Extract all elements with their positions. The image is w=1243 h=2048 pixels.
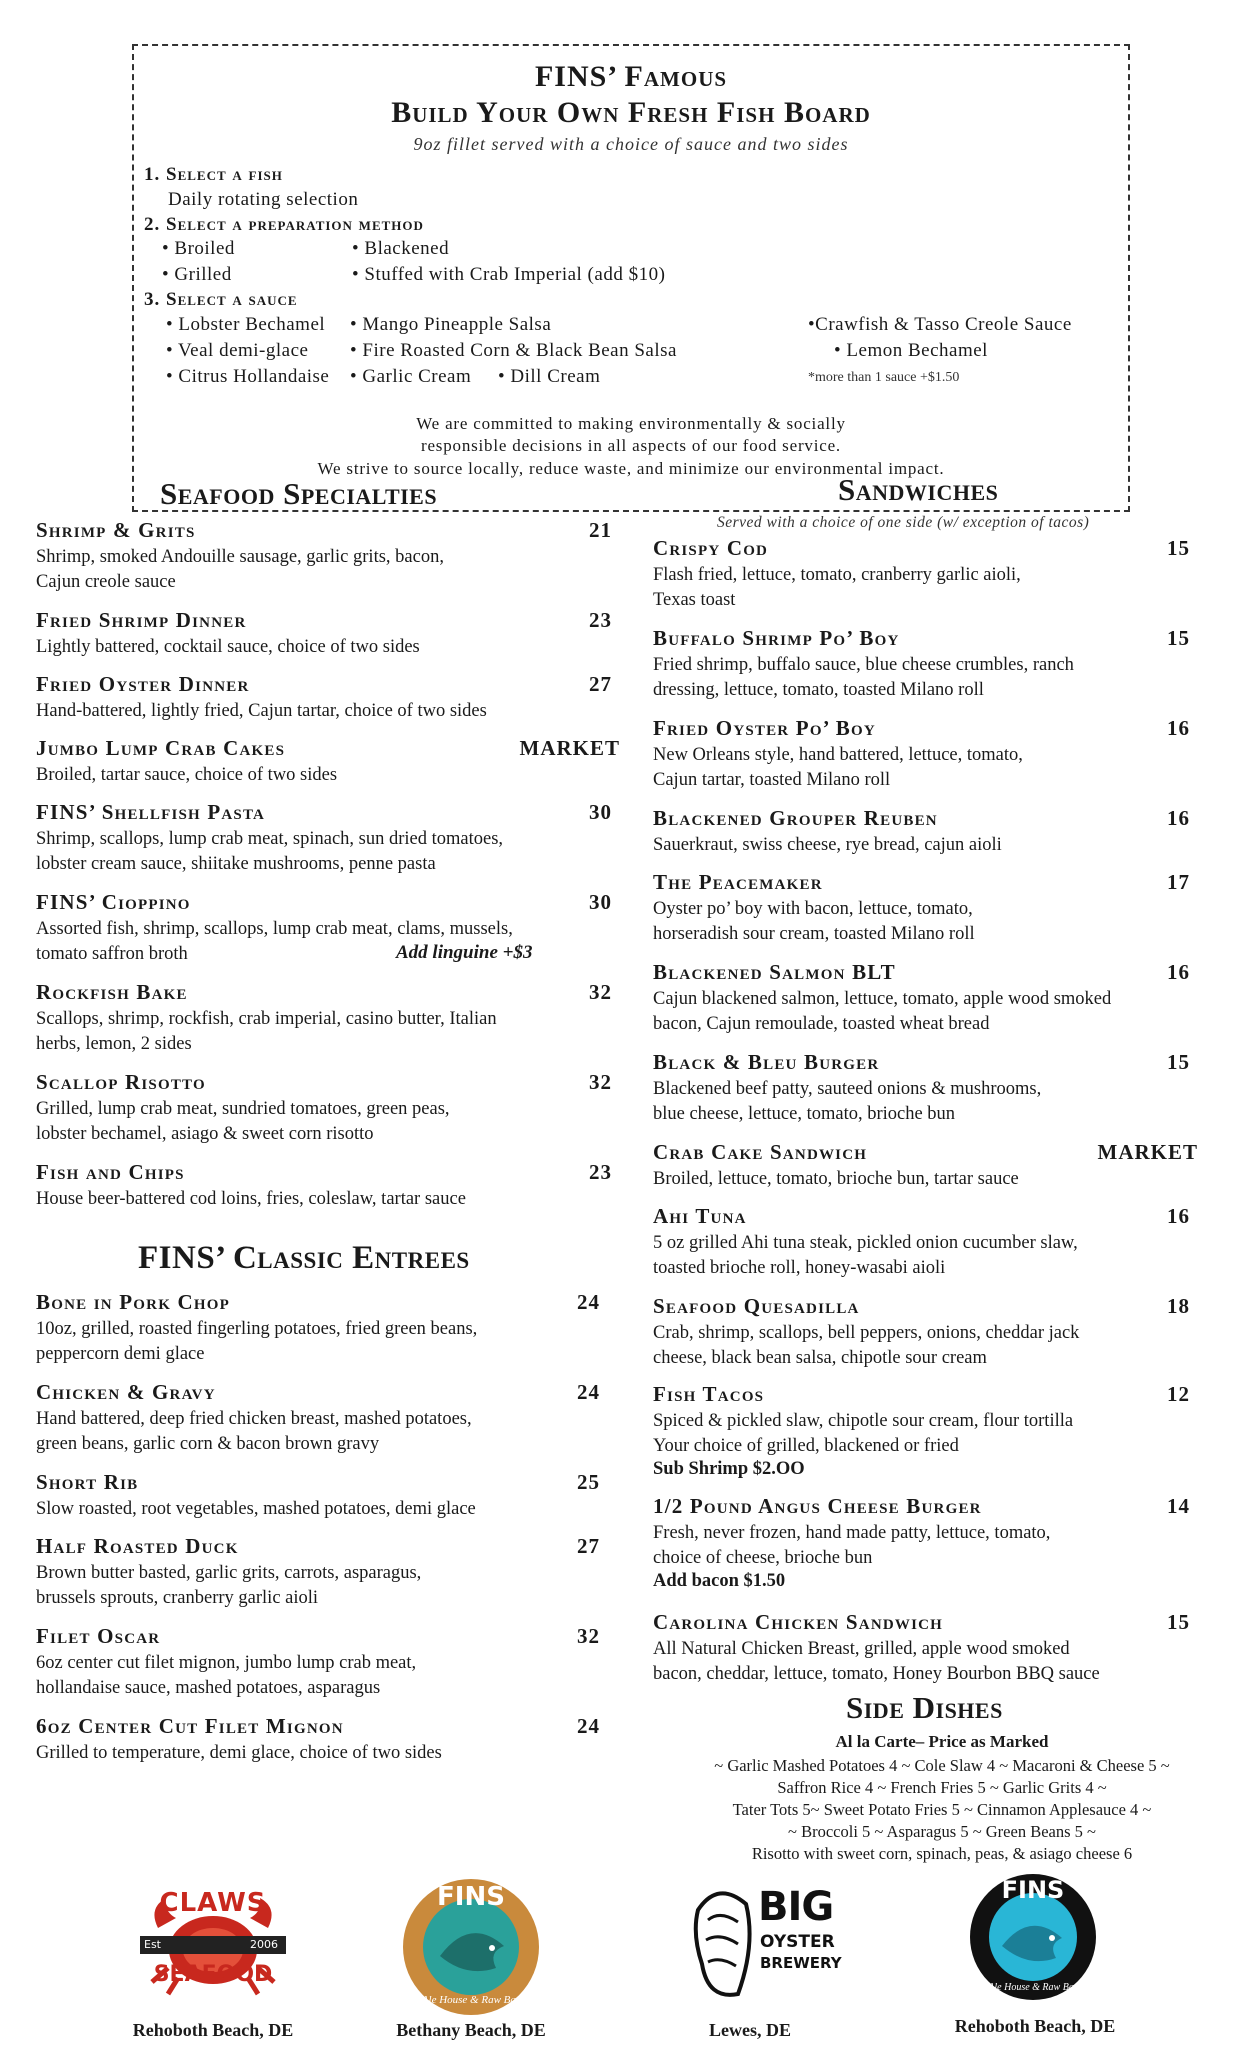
menu-item-description: lobster bechamel, asiago & sweet corn risotto bbox=[36, 1124, 374, 1144]
fins-bethany-ring: Ale House & Raw Bar bbox=[421, 1994, 521, 2006]
commitment-line1: We are committed to making environmentally & socially bbox=[416, 414, 846, 433]
menu-item-name: FINS’ Shellfish Pasta bbox=[36, 800, 266, 824]
menu-item-description: bacon, Cajun remoulade, toasted wheat bread bbox=[653, 1014, 990, 1034]
menu-item bbox=[653, 716, 1190, 790]
board-subtitle: 9oz fillet served with a choice of sauce and two sides bbox=[413, 134, 849, 154]
sides-subtitle: Al la Carte– Price as Marked bbox=[835, 1732, 1049, 1751]
menu-item-price: 24 bbox=[577, 1714, 600, 1738]
menu-item-name: 6oz Center Cut Filet Mignon bbox=[36, 1714, 344, 1738]
sauce-crawfish-creole: •Crawfish & Tasso Creole Sauce bbox=[808, 314, 1072, 335]
big-oyster-brewery: BREWERY bbox=[760, 1954, 842, 1972]
menu-item-name: Filet Oscar bbox=[36, 1624, 161, 1648]
fish-selection-detail: Daily rotating selection bbox=[168, 189, 359, 210]
menu-item-name: Black & Bleu Burger bbox=[653, 1050, 880, 1074]
menu-item-price: MARKET bbox=[1097, 1140, 1198, 1164]
menu-item-price: 24 bbox=[577, 1380, 600, 1404]
menu-item-price: 15 bbox=[1167, 1610, 1190, 1634]
menu-item-description: Scallops, shrimp, rockfish, crab imperial, casino butter, Italian bbox=[36, 1009, 497, 1029]
menu-item-description: brussels sprouts, cranberry garlic aioli bbox=[36, 1588, 319, 1608]
sandwiches-side-note: Served with a choice of one side (w/ exception of tacos) bbox=[717, 514, 1090, 531]
menu-item-description: Your choice of grilled, blackened or fried bbox=[653, 1436, 959, 1456]
big-oyster-oyster: OYSTER bbox=[760, 1932, 835, 1952]
menu-item-name: Rockfish Bake bbox=[36, 980, 188, 1004]
menu-item-description: Hand battered, deep fried chicken breast, mashed potatoes, bbox=[36, 1409, 472, 1429]
menu-item-description: Grilled to temperature, demi glace, choice of two sides bbox=[36, 1743, 442, 1763]
menu-item-price: 32 bbox=[589, 1070, 612, 1094]
menu-item-price: 23 bbox=[589, 608, 612, 632]
claws-logo-title: CLAWS bbox=[159, 1888, 267, 1918]
claws-logo-year: 2006 bbox=[250, 1938, 278, 1951]
menu-item-name: 1/2 Pound Angus Cheese Burger bbox=[653, 1494, 982, 1518]
sauce-garlic-cream: • Garlic Cream bbox=[350, 366, 472, 387]
menu-item bbox=[36, 672, 612, 742]
menu-item-name: Fish and Chips bbox=[36, 1160, 185, 1184]
menu-item-description: Hand-battered, lightly fried, Cajun tartar, choice of two sides bbox=[36, 701, 487, 721]
fins-rehoboth-logo bbox=[968, 1872, 1098, 2002]
menu-item-name: Ahi Tuna bbox=[653, 1204, 747, 1228]
menu-item bbox=[653, 536, 1190, 610]
menu-item-price: 17 bbox=[1167, 870, 1190, 894]
menu-item-description: Shrimp, smoked Andouille sausage, garlic grits, bacon, bbox=[36, 547, 444, 567]
sides-line-4: ~ Broccoli 5 ~ Asparagus 5 ~ Green Beans 5 ~ bbox=[788, 1822, 1096, 1841]
menu-item-price: 16 bbox=[1167, 806, 1190, 830]
menu-item-name: Fried Shrimp Dinner bbox=[36, 608, 247, 632]
sides-line-1: ~ Garlic Mashed Potatoes 4 ~ Cole Slaw 4 ~ Macaroni & Cheese 5 ~ bbox=[714, 1756, 1170, 1775]
menu-item bbox=[36, 1070, 612, 1144]
menu-item-name: Fish Tacos bbox=[653, 1382, 765, 1406]
fins-rehoboth-ring: Ale House & Raw Bar bbox=[988, 1982, 1078, 1993]
menu-item bbox=[653, 1204, 1190, 1278]
menu-item-description: Sauerkraut, swiss cheese, rye bread, cajun aioli bbox=[653, 835, 1002, 855]
menu-item-name: Blackened Grouper Reuben bbox=[653, 806, 938, 830]
menu-item-name: Seafood Quesadilla bbox=[653, 1294, 860, 1318]
menu-item bbox=[36, 736, 620, 806]
seafood-section-title: Seafood Specialties bbox=[160, 476, 438, 511]
menu-item-description: Blackened beef patty, sauteed onions & mushrooms, bbox=[653, 1079, 1042, 1099]
sides-line-5: Risotto with sweet corn, spinach, peas, & asiago cheese 6 bbox=[751, 1844, 1133, 1863]
menu-item-name: Half Roasted Duck bbox=[36, 1534, 239, 1558]
fins-bethany-logo bbox=[400, 1876, 542, 2018]
prep-broiled: • Broiled bbox=[162, 238, 235, 259]
menu-item-description: House beer-battered cod loins, fries, coleslaw, tartar sauce bbox=[36, 1189, 466, 1209]
menu-item-description: dressing, lettuce, tomato, toasted Milano roll bbox=[653, 680, 984, 700]
menu-item-description: Crab, shrimp, scallops, bell peppers, onions, cheddar jack bbox=[653, 1323, 1080, 1343]
menu-item-description: Grilled, lump crab meat, sundried tomatoes, green peas, bbox=[36, 1099, 450, 1119]
sides-line-3: Tater Tots 5~ Sweet Potato Fries 5 ~ Cinnamon Applesauce 4 ~ bbox=[732, 1800, 1152, 1819]
menu-item-name: Bone in Pork Chop bbox=[36, 1290, 230, 1314]
menu-item-name: Fried Oyster Dinner bbox=[36, 672, 250, 696]
menu-item bbox=[653, 626, 1190, 700]
menu-item bbox=[36, 1470, 600, 1540]
menu-item-price: 23 bbox=[589, 1160, 612, 1184]
sandwiches-section-title: Sandwiches bbox=[838, 472, 999, 507]
menu-item-description: herbs, lemon, 2 sides bbox=[36, 1034, 192, 1054]
menu-item-description: Spiced & pickled slaw, chipotle sour cream, flour tortilla bbox=[653, 1411, 1074, 1431]
menu-item-price: 16 bbox=[1167, 716, 1190, 740]
menu-item-name: Crispy Cod bbox=[653, 536, 769, 560]
menu-item-description: 5 oz grilled Ahi tuna steak, pickled onion cucumber slaw, bbox=[653, 1233, 1078, 1253]
location-fins-rehoboth: Rehoboth Beach, DE bbox=[954, 2016, 1116, 2036]
menu-item-name: Buffalo Shrimp Po’ Boy bbox=[653, 626, 900, 650]
fins-rehoboth-title: FINS bbox=[1001, 1876, 1065, 1904]
menu-item-name: Carolina Chicken Sandwich bbox=[653, 1610, 944, 1634]
menu-item-description: tomato saffron broth bbox=[36, 944, 188, 964]
menu-item-price: 27 bbox=[589, 672, 612, 696]
menu-item-description: bacon, cheddar, lettuce, tomato, Honey Bourbon BBQ sauce bbox=[653, 1664, 1100, 1684]
menu-item-name: Fried Oyster Po’ Boy bbox=[653, 716, 876, 740]
menu-item-description: Lightly battered, cocktail sauce, choice of two sides bbox=[36, 637, 420, 657]
menu-item-name: Jumbo Lump Crab Cakes bbox=[36, 736, 286, 760]
menu-item-description: blue cheese, lettuce, tomato, brioche bun bbox=[653, 1104, 956, 1124]
step-select-fish: 1. Select a fish bbox=[144, 164, 283, 185]
menu-item-description: Broiled, lettuce, tomato, brioche bun, tartar sauce bbox=[653, 1169, 1019, 1189]
menu-item-description: horseradish sour cream, toasted Milano roll bbox=[653, 924, 975, 944]
menu-item-name: Blackened Salmon BLT bbox=[653, 960, 896, 984]
step-sauce: 3. Select a sauce bbox=[144, 289, 298, 310]
menu-item bbox=[653, 870, 1190, 944]
menu-item-description: Fried shrimp, buffalo sauce, blue cheese crumbles, ranch bbox=[653, 655, 1074, 675]
menu-item-price: 12 bbox=[1167, 1382, 1190, 1406]
fins-bethany-title: FINS bbox=[437, 1882, 505, 1912]
menu-item bbox=[36, 1290, 600, 1364]
prep-blackened: • Blackened bbox=[352, 238, 450, 259]
board-title-line2: Build Your Own Fresh Fish Board bbox=[391, 96, 871, 129]
menu-item-addon: Add bacon $1.50 bbox=[653, 1571, 786, 1591]
sauce-lemon-bechamel: • Lemon Bechamel bbox=[834, 340, 988, 361]
menu-item bbox=[653, 806, 1190, 876]
menu-item bbox=[653, 1494, 1190, 1591]
menu-item-price: MARKET bbox=[519, 736, 620, 760]
menu-item-addon: Sub Shrimp $2.OO bbox=[653, 1459, 805, 1479]
menu-item-price: 30 bbox=[589, 890, 612, 914]
menu-item-name: Crab Cake Sandwich bbox=[653, 1140, 868, 1164]
sauce-veal-demi: • Veal demi-glace bbox=[166, 340, 309, 361]
sauce-corn-salsa: • Fire Roasted Corn & Black Bean Salsa bbox=[350, 340, 677, 361]
menu-item-price: 15 bbox=[1167, 1050, 1190, 1074]
menu-item-description: Brown butter basted, garlic grits, carrots, asparagus, bbox=[36, 1563, 422, 1583]
menu-item bbox=[653, 1610, 1190, 1684]
menu-item-price: 24 bbox=[577, 1290, 600, 1314]
step-preparation: 2. Select a preparation method bbox=[144, 214, 424, 235]
menu-item bbox=[36, 800, 612, 874]
commitment-line2: responsible decisions in all aspects of our food service. bbox=[421, 436, 841, 455]
menu-item-price: 27 bbox=[577, 1534, 600, 1558]
big-oyster-big: BIG bbox=[758, 1884, 834, 1930]
menu-item-price: 15 bbox=[1167, 536, 1190, 560]
menu-item bbox=[653, 1294, 1190, 1368]
menu-item-price: 32 bbox=[577, 1624, 600, 1648]
menu-item-description: Broiled, tartar sauce, choice of two sides bbox=[36, 765, 338, 785]
menu-item-price: 25 bbox=[577, 1470, 600, 1494]
menu-item bbox=[36, 980, 612, 1054]
menu-item-description: Flash fried, lettuce, tomato, cranberry garlic aioli, bbox=[653, 565, 1021, 585]
menu-item bbox=[653, 1382, 1190, 1479]
menu-item bbox=[36, 608, 612, 678]
menu-item bbox=[653, 1140, 1198, 1210]
menu-item bbox=[36, 1624, 600, 1698]
board-title-line1: FINS’ Famous bbox=[534, 60, 728, 93]
menu-item-description: All Natural Chicken Breast, grilled, apple wood smoked bbox=[653, 1639, 1070, 1659]
menu-item-addon-note: Add linguine +$3 bbox=[396, 942, 533, 963]
menu-item-description: New Orleans style, hand battered, lettuce, tomato, bbox=[653, 745, 1023, 765]
menu-item-description: cheese, black bean salsa, chipotle sour cream bbox=[653, 1348, 987, 1368]
menu-item-description: Oyster po’ boy with bacon, lettuce, tomato, bbox=[653, 899, 973, 919]
sauce-mango-salsa: • Mango Pineapple Salsa bbox=[350, 314, 552, 335]
menu-item-description: lobster cream sauce, shiitake mushrooms, penne pasta bbox=[36, 854, 436, 874]
menu-item-description: toasted brioche roll, honey-wasabi aioli bbox=[653, 1258, 946, 1278]
menu-item-price: 16 bbox=[1167, 1204, 1190, 1228]
menu-item-name: The Peacemaker bbox=[653, 870, 823, 894]
location-big-oyster: Lewes, DE bbox=[709, 2020, 791, 2040]
menu-item bbox=[653, 960, 1190, 1034]
menu-item bbox=[653, 1050, 1190, 1124]
sauce-lobster-bechamel: • Lobster Bechamel bbox=[166, 314, 326, 335]
menu-item-description: Assorted fish, shrimp, scallops, lump crab meat, clams, mussels, bbox=[36, 919, 513, 939]
menu-item bbox=[36, 1714, 600, 1784]
sides-line-2: Saffron Rice 4 ~ French Fries 5 ~ Garlic Grits 4 ~ bbox=[777, 1778, 1107, 1797]
menu-item bbox=[36, 890, 612, 964]
menu-item-description: Slow roasted, root vegetables, mashed potatoes, demi glace bbox=[36, 1499, 476, 1519]
prep-stuffed: • Stuffed with Crab Imperial (add $10) bbox=[352, 264, 666, 285]
menu-item-description: Cajun tartar, toasted Milano roll bbox=[653, 770, 891, 790]
fish-board-box bbox=[132, 44, 1130, 512]
menu-item-description: Shrimp, scallops, lump crab meat, spinach, sun dried tomatoes, bbox=[36, 829, 504, 849]
menu-item-price: 14 bbox=[1167, 1494, 1190, 1518]
menu-item-name: Chicken & Gravy bbox=[36, 1380, 216, 1404]
menu-item-price: 30 bbox=[589, 800, 612, 824]
entrees-section-title: FINS’ Classic Entrees bbox=[138, 1240, 470, 1276]
menu-item-name: Shrimp & Grits bbox=[36, 518, 196, 542]
menu-item-price: 15 bbox=[1167, 626, 1190, 650]
menu-item-name: Short Rib bbox=[36, 1470, 139, 1494]
menu-item-description: Fresh, never frozen, hand made patty, lettuce, tomato, bbox=[653, 1523, 1051, 1543]
sauce-citrus-hollandaise: • Citrus Hollandaise bbox=[166, 366, 330, 387]
menu-item-description: hollandaise sauce, mashed potatoes, asparagus bbox=[36, 1678, 381, 1698]
commitment-line3: We strive to source locally, reduce waste, and minimize our environmental impact. bbox=[317, 459, 945, 478]
big-oyster-logo bbox=[690, 1880, 842, 2012]
menu-item bbox=[36, 518, 612, 592]
claws-seafood-logo bbox=[138, 1888, 288, 1998]
menu-item bbox=[36, 1534, 600, 1608]
location-claws: Rehoboth Beach, DE bbox=[132, 2020, 294, 2040]
location-fins-bethany: Bethany Beach, DE bbox=[396, 2020, 546, 2040]
sauce-extra-note: *more than 1 sauce +$1.50 bbox=[808, 370, 960, 385]
menu-item-name: FINS’ Cioppino bbox=[36, 890, 191, 914]
menu-item bbox=[36, 1380, 600, 1454]
menu-item-description: choice of cheese, brioche bun bbox=[653, 1548, 873, 1568]
menu-item-description: 6oz center cut filet mignon, jumbo lump crab meat, bbox=[36, 1653, 417, 1673]
sauce-dill-cream: • Dill Cream bbox=[498, 366, 601, 387]
menu-item-description: green beans, garlic corn & bacon brown gravy bbox=[36, 1434, 380, 1454]
menu-item-price: 21 bbox=[589, 518, 612, 542]
prep-grilled: • Grilled bbox=[162, 264, 232, 285]
menu-item-price: 16 bbox=[1167, 960, 1190, 984]
menu-item-description: peppercorn demi glace bbox=[36, 1344, 205, 1364]
claws-logo-sub: SEAFOOD bbox=[153, 1962, 273, 1987]
menu-item-description: Cajun blackened salmon, lettuce, tomato, apple wood smoked bbox=[653, 989, 1112, 1009]
menu-item-description: 10oz, grilled, roasted fingerling potatoes, fried green beans, bbox=[36, 1319, 478, 1339]
menu-item-description: Texas toast bbox=[653, 590, 736, 610]
sides-section-title: Side Dishes bbox=[846, 1690, 1003, 1725]
menu-item-name: Scallop Risotto bbox=[36, 1070, 206, 1094]
menu-item-price: 18 bbox=[1167, 1294, 1190, 1318]
menu-item-description: Cajun creole sauce bbox=[36, 572, 176, 592]
claws-logo-est: Est bbox=[144, 1938, 161, 1951]
menu-item bbox=[36, 1160, 612, 1230]
menu-item-price: 32 bbox=[589, 980, 612, 1004]
